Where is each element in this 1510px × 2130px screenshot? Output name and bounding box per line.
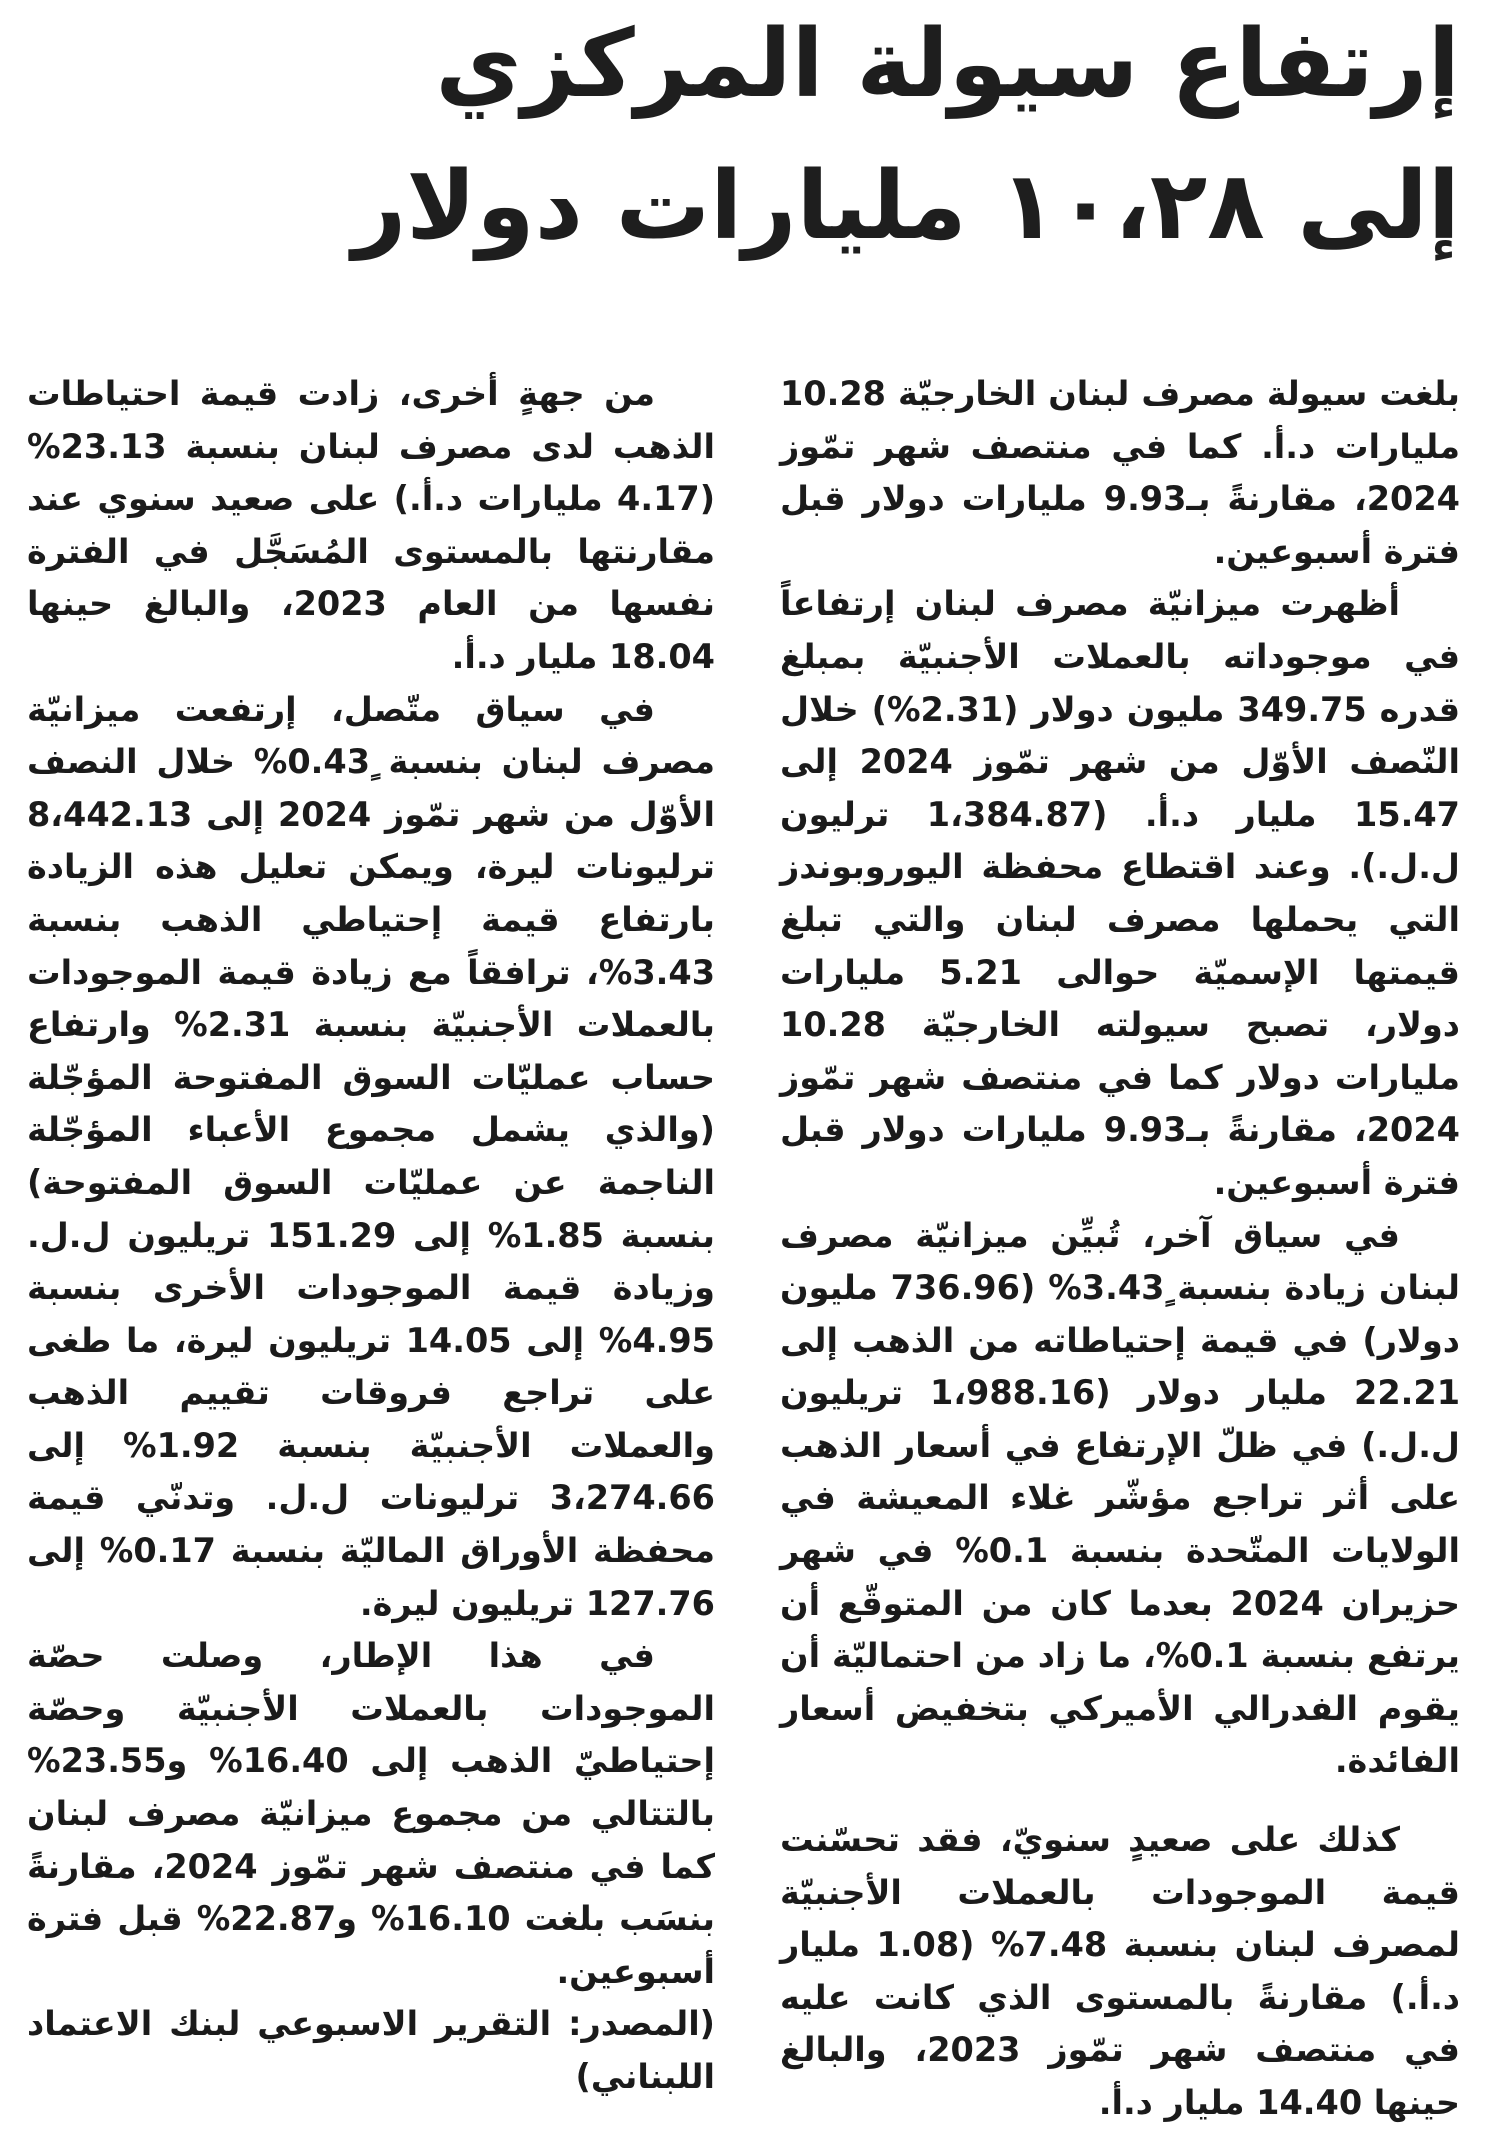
paragraph: في سياق آخر، تُبيِّن ميزانيّة مصرف لبنان زيادة بنسبة ٍ3.43% (736.96 مليون دولار) في قيمة إحتياطاته من الذهب إلى 22.21 مليار دولار (1،988.16 تريليون ل.ل.) في ظلّ الإرتفاع في أسعار الذهب على أثر تراجع مؤشّر غلاء المعيشة في الولايات المتّحدة بنسبة 0.1% في شهر حزيران 2024 بعدما كان من المتوقّع أن يرتفع بنسبة 0.1%، ما زاد من احتماليّة أن يقوم الفدرالي الأميركي بتخفيض أسعار الفائدة. [780, 1215, 1461, 1781]
paragraph: أظهرت ميزانيّة مصرف لبنان إرتفاعاً في موجوداته بالعملات الأجنبيّة بمبلغ قدره 349.75 مليون دولار (2.31%) خلال النّصف الأوّل من شهر تمّوز 2024 إلى 15.47 مليار د.أ. (1،384.87 ترليون ل.ل.). وعند اقتطاع محفظة اليوروبوندز التي يحملها مصرف لبنان والتي تبلغ قيمتها الإسميّة حوالى 5.21 مليارات دولار، تصبح سيولته الخارجيّة 10.28 مليارات دولار كما في منتصف شهر تمّوز 2024، مقارنةً بـ9.93 مليارات دولار قبل فترة أسبوعين. [780, 584, 1461, 1202]
paragraph: في سياق متّصل، إرتفعت ميزانيّة مصرف لبنان بنسبة ٍ0.43% خلال النصف الأوّل من شهر تمّوز 2024 إلى 8،442.13 ترليونات ليرة، ويمكن تعليل هذه الزيادة بارتفاع قيمة إحتياطي الذهب بنسبة 3.43%، ترافقاً مع زيادة قيمة الموجودات بالعملات الأجنبيّة بنسبة 2.31% وارتفاع حساب عمليّات السوق المفتوحة المؤجّلة (والذي يشمل مجموع الأعباء المؤجّلة الناجمة عن عمليّات السوق المفتوحة) بنسبة 1.85% إلى 151.29 تريليون ل.ل. وزيادة قيمة الموجودات الأخرى بنسبة 4.95% إلى 14.05 تريليون ليرة، ما طغى على تراجع فروقات تقييم الذهب والعملات الأجنبيّة بنسبة 1.92% إلى 3،274.66 ترليونات ل.ل. وتدنّي قيمة محفظة الأوراق الماليّة بنسبة 0.17% إلى 127.76 تريليون ليرة. [27, 689, 715, 1623]
paragraph: بلغت سيولة مصرف لبنان الخارجيّة 10.28 مليارات د.أ. كما في منتصف شهر تمّوز 2024، مقارنةً بـ9.93 مليارات دولار قبل فترة أسبوعين. [780, 374, 1460, 571]
paragraph: من جهةٍ أخرى، زادت قيمة احتياطات الذهب لدى مصرف لبنان بنسبة 23.13% (4.17 مليارات د.أ.) على صعيد سنوي عند مقارنتها بالمستوى المُسَجَّل في الفترة نفسها من العام 2023، والبالغ حينها 18.04 مليار د.أ. [27, 374, 715, 676]
paragraph: في هذا الإطار، وصلت حصّة الموجودات بالعملات الأجنبيّة وحصّة إحتياطيّ الذهب إلى 16.40% و23.55% بالتتالي من مجموع ميزانيّة مصرف لبنان كما في منتصف شهر تمّوز 2024، مقارنةً بنسَب بلغت 16.10% و22.87% قبل فترة أسبوعين. [27, 1636, 715, 1991]
headline-line-2: إلى ١٠،٢٨ مليارات دولار [352, 152, 1460, 261]
article-column-right [780, 368, 1460, 2130]
source-note: (المصدر: التقرير الاسبوعي لبنك الاعتماد اللبناني) [27, 2004, 715, 2096]
paragraph: كذلك على صعيدٍ سنويّ، فقد تحسّنت قيمة الموجودات بالعملات الأجنبيّة لمصرف لبنان بنسبة 7.48% (1.08 مليار د.أ.) مقارنةً بالمستوى الذي كانت عليه في منتصف شهر تمّوز 2023، والبالغ حينها 14.40 مليار د.أ. [780, 1820, 1460, 2122]
article-column-left [27, 368, 715, 2104]
headline-line-1: إرتفاع سيولة المركزي [435, 10, 1460, 119]
